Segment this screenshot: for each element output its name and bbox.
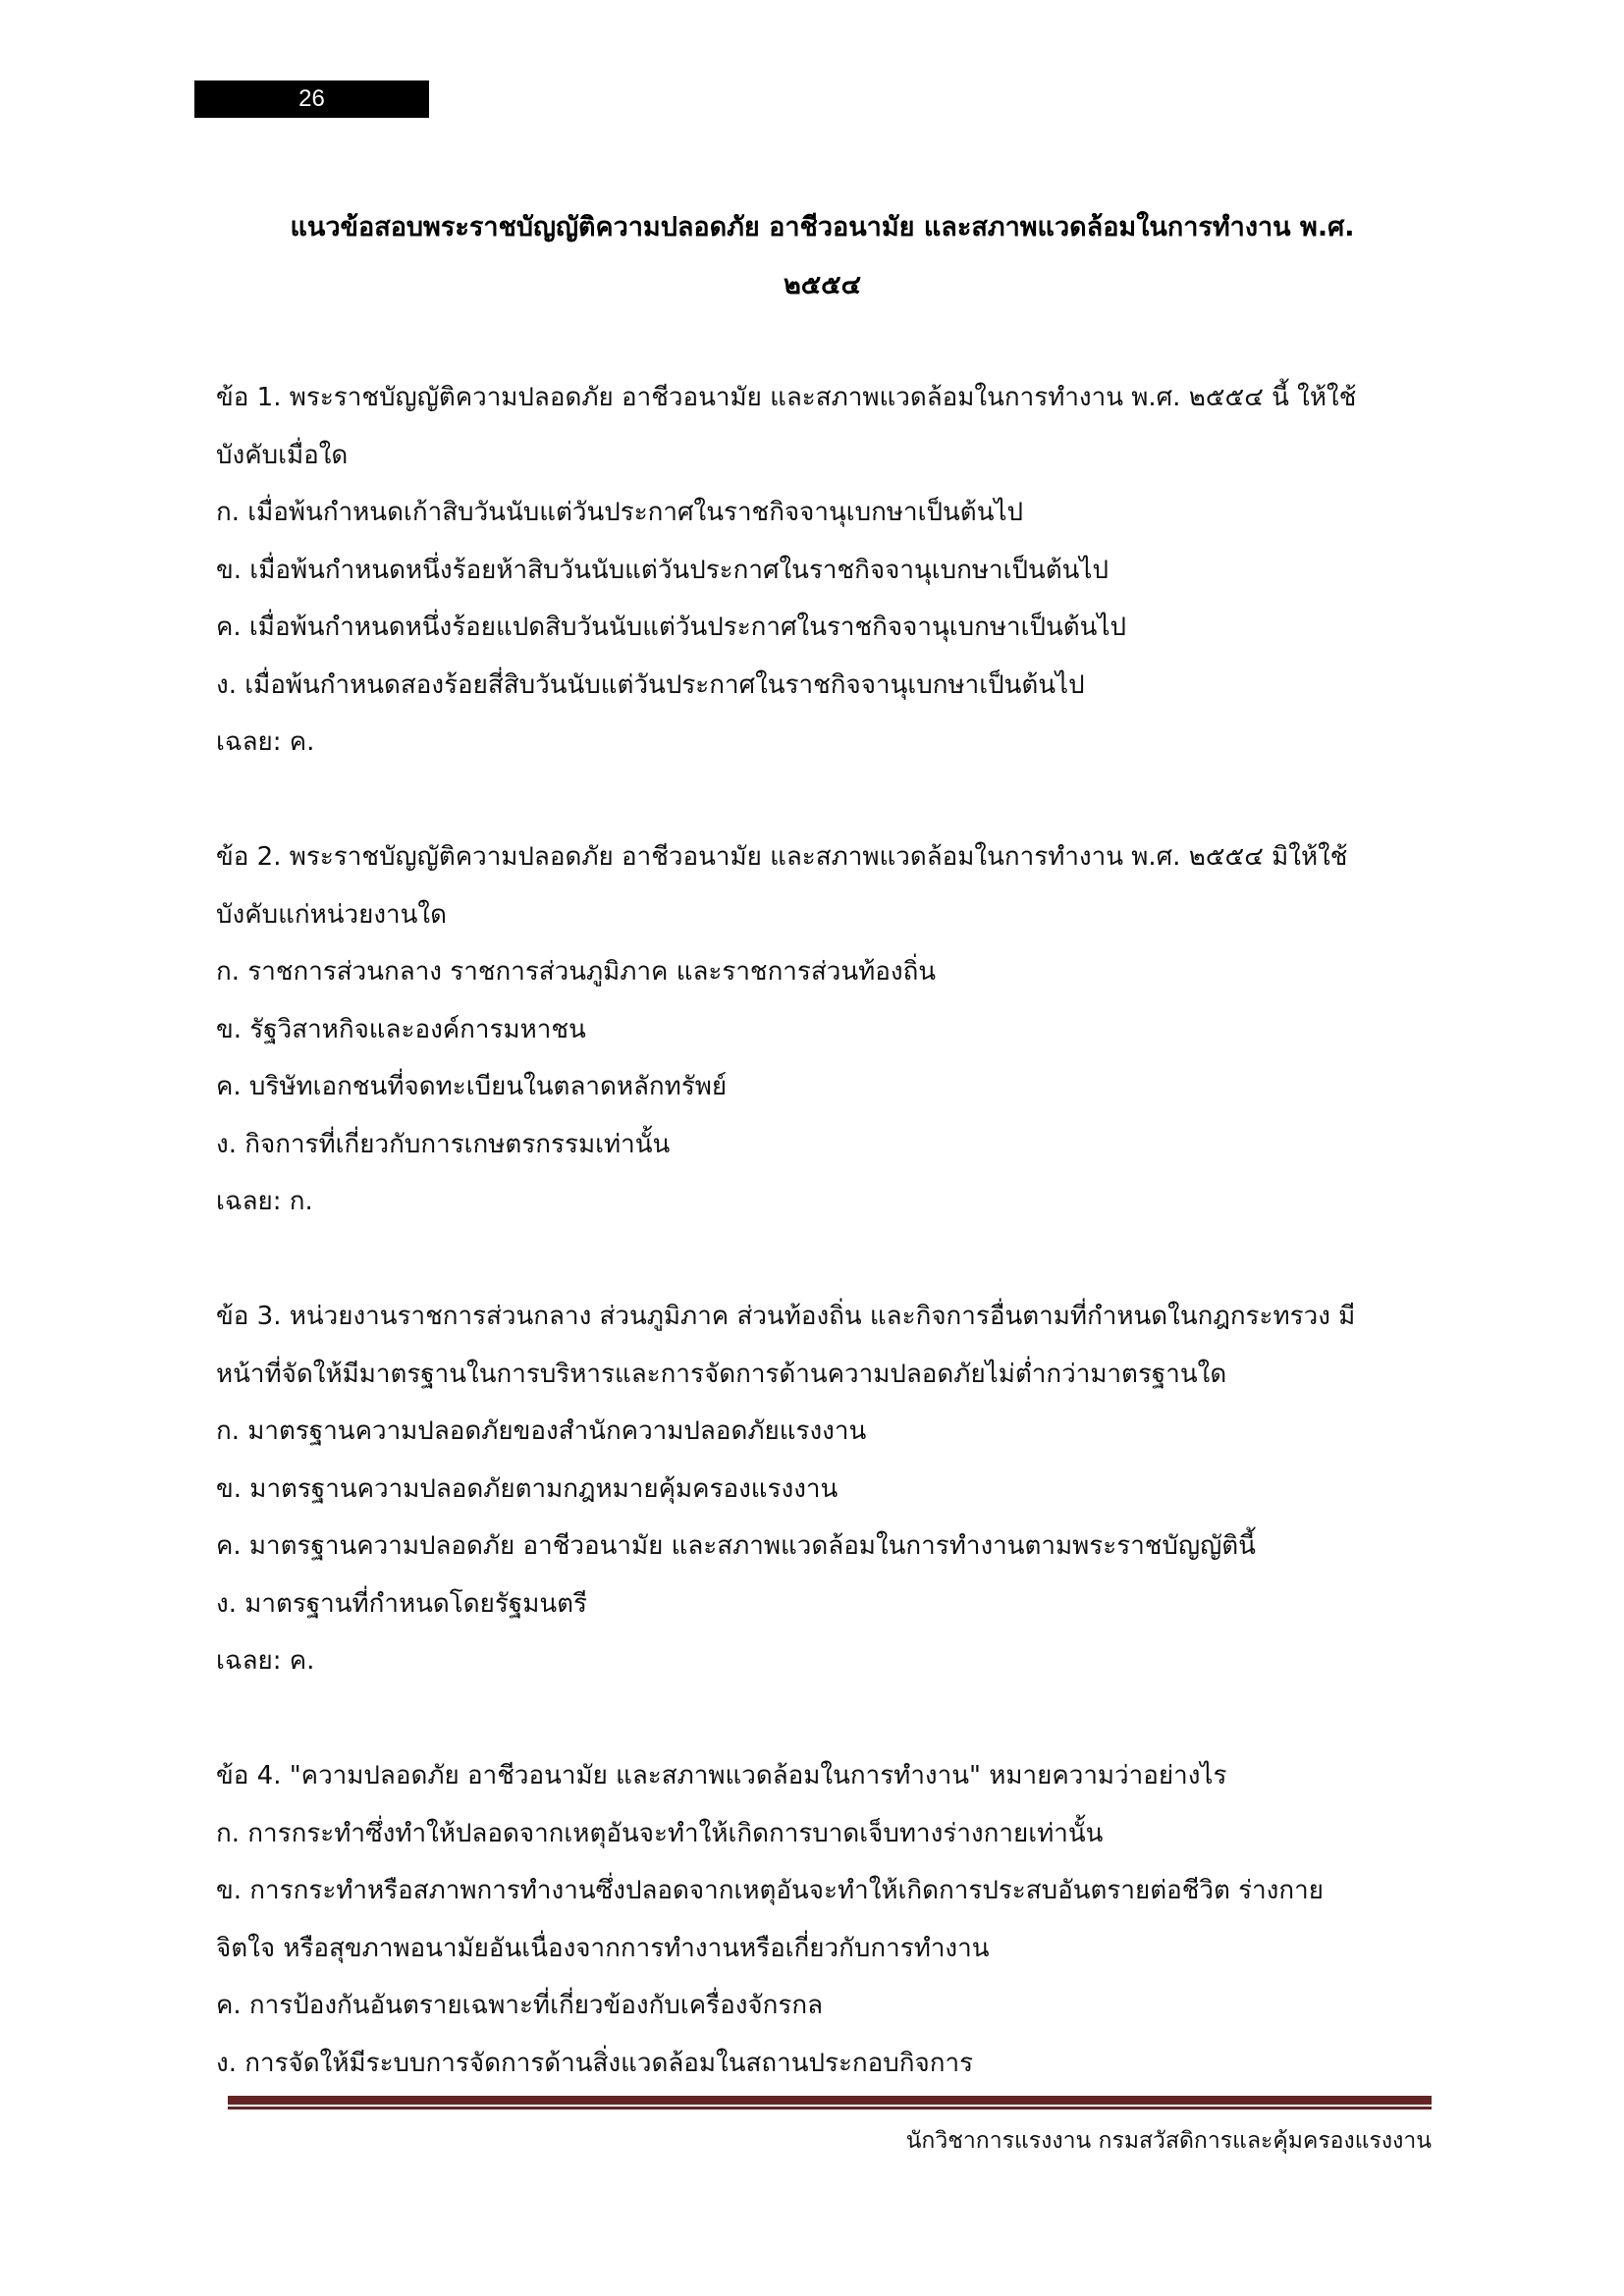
choice-d: ง. เมื่อพ้นกำหนดสองร้อยสี่สิบวันนับแต่วันประกาศในราชกิจจานุเบกษาเป็นต้นไป <box>216 669 1085 700</box>
page-number-badge <box>194 80 429 118</box>
choice-a: ก. มาตรฐานความปลอดภัยของสำนักความปลอดภัยแรงงาน <box>216 1416 867 1446</box>
choice-c: ค. มาตรฐานความปลอดภัย อาชีวอนามัย และสภาพแวดล้อมในการทำงานตามพระราชบัญญัตินี้ <box>216 1531 1256 1561</box>
question-3 <box>216 1288 1430 1690</box>
choice-b-continued: จิตใจ หรือสุขภาพอนามัยอันเนื่องจากการทำงานหรือเกี่ยวกับการทำงาน <box>216 1933 990 1963</box>
question-1 <box>216 369 1430 772</box>
question-stem: หน้าที่จัดให้มีมาตรฐานในการบริหารและการจัดการด้านความปลอดภัยไม่ต่ำกว่ามาตรฐานใด <box>216 1359 1227 1389</box>
question-2 <box>216 828 1430 1231</box>
page-number: 26 <box>298 85 325 112</box>
question-stem: บังคับเมื่อใด <box>216 440 349 470</box>
answer-key: เฉลย: ค. <box>216 1646 315 1676</box>
choice-a: ก. ราชการส่วนกลาง ราชการส่วนภูมิภาค และราชการส่วนท้องถิ่น <box>216 957 937 987</box>
footer-divider-thin <box>228 2107 1432 2109</box>
footer-divider-thick <box>228 2096 1432 2105</box>
document-title <box>216 199 1429 314</box>
choice-c: ค. การป้องกันอันตรายเฉพาะที่เกี่ยวข้องกับเครื่องจักรกล <box>216 1991 824 2020</box>
choice-b: ข. รัฐวิสาหกิจและองค์การมหาชน <box>216 1014 586 1044</box>
choice-d: ง. การจัดให้มีระบบการจัดการด้านสิ่งแวดล้อมในสถานประกอบกิจการ <box>216 2048 974 2078</box>
footer-organization: นักวิชาการแรงงาน กรมสวัสดิการและคุ้มครองแรงงาน <box>905 2128 1432 2154</box>
title-line-2: ๒๕๕๔ <box>783 269 862 300</box>
answer-key: เฉลย: ก. <box>216 1187 313 1216</box>
question-stem: ข้อ 1. พระราชบัญญัติความปลอดภัย อาชีวอนามัย และสภาพแวดล้อมในการทำงาน พ.ศ. ๒๕๕๔ นี้ ให้ใช้ <box>216 383 1357 412</box>
answer-key: เฉลย: ค. <box>216 727 315 757</box>
choice-b: ข. มาตรฐานความปลอดภัยตามกฎหมายคุ้มครองแรงงาน <box>216 1473 839 1504</box>
choice-c: ค. บริษัทเอกชนที่จดทะเบียนในตลาดหลักทรัพย์ <box>216 1072 728 1101</box>
choice-d: ง. กิจการที่เกี่ยวกับการเกษตรกรรมเท่านั้น <box>216 1129 671 1159</box>
choice-b: ข. การกระทำหรือสภาพการทำงานซึ่งปลอดจากเหตุอันจะทำให้เกิดการประสบอันตรายต่อชีวิต ร่างกาย <box>216 1876 1324 1905</box>
choice-a: ก. เมื่อพ้นกำหนดเก้าสิบวันนับแต่วันประกาศในราชกิจจานุเบกษาเป็นต้นไป <box>216 498 1024 527</box>
question-stem: ข้อ 3. หน่วยงานราชการส่วนกลาง ส่วนภูมิภาค ส่วนท้องถิ่น และกิจการอื่นตามที่กำหนดในกฎกระทรวง มี <box>216 1302 1356 1331</box>
title-line-1: แนวข้อสอบพระราชบัญญัติความปลอดภัย อาชีวอนามัย และสภาพแวดล้อมในการทำงาน พ.ศ. <box>290 212 1355 242</box>
question-stem: บังคับแก่หน่วยงานใด <box>216 899 447 930</box>
choice-a: ก. การกระทำซึ่งทำให้ปลอดจากเหตุอันจะทำให้เกิดการบาดเจ็บทางร่างกายเท่านั้น <box>216 1818 1104 1848</box>
question-4 <box>216 1747 1430 2092</box>
question-stem: ข้อ 4. "ความปลอดภัย อาชีวอนามัย และสภาพแวดล้อมในการทำงาน" หมายความว่าอย่างไร <box>216 1761 1227 1790</box>
choice-c: ค. เมื่อพ้นกำหนดหนึ่งร้อยแปดสิบวันนับแต่วันประกาศในราชกิจจานุเบกษาเป็นต้นไป <box>216 613 1127 642</box>
question-list <box>216 369 1430 2150</box>
question-stem: ข้อ 2. พระราชบัญญัติความปลอดภัย อาชีวอนามัย และสภาพแวดล้อมในการทำงาน พ.ศ. ๒๕๕๔ มิให้ใช้ <box>216 842 1348 872</box>
choice-d: ง. มาตรฐานที่กำหนดโดยรัฐมนตรี <box>216 1588 587 1619</box>
choice-b: ข. เมื่อพ้นกำหนดหนึ่งร้อยห้าสิบวันนับแต่วันประกาศในราชกิจจานุเบกษาเป็นต้นไป <box>216 555 1110 585</box>
